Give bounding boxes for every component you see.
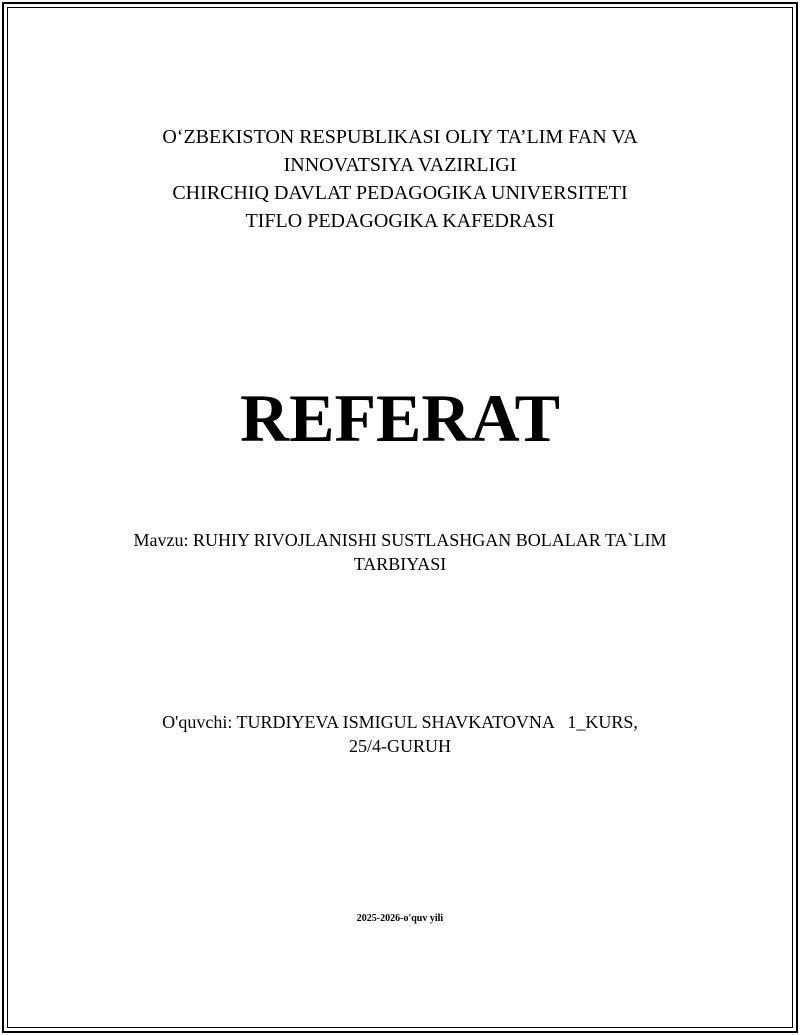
topic-line-1: Mavzu: RUHIY RIVOJLANISHI SUSTLASHGAN BOLALAR TA`LIM	[133, 530, 667, 550]
student-line-2: 25/4-GURUH	[349, 736, 451, 756]
institution-header	[0, 123, 800, 235]
academic-year: 2025-2026-o'quv yili	[356, 913, 444, 924]
document-title: REFERAT	[240, 380, 560, 456]
topic-block	[0, 528, 800, 576]
header-line-department: TIFLO PEDAGOGIKA KAFEDRASI	[245, 210, 555, 232]
header-line-ministry: O‘ZBEKISTON RESPUBLIKASI OLIY TA’LIM FAN VA	[162, 126, 638, 148]
topic-line-2: TARBIYASI	[353, 554, 447, 574]
student-line-1: O'quvchi: TURDIYEVA ISMIGUL SHAVKATOVNA 1_KURS,	[162, 712, 638, 732]
student-block	[0, 710, 800, 758]
header-line-ministry-cont: INNOVATSIYA VAZIRLIGI	[283, 154, 517, 176]
header-line-university: CHIRCHIQ DAVLAT PEDAGOGIKA UNIVERSITETI	[172, 182, 628, 204]
